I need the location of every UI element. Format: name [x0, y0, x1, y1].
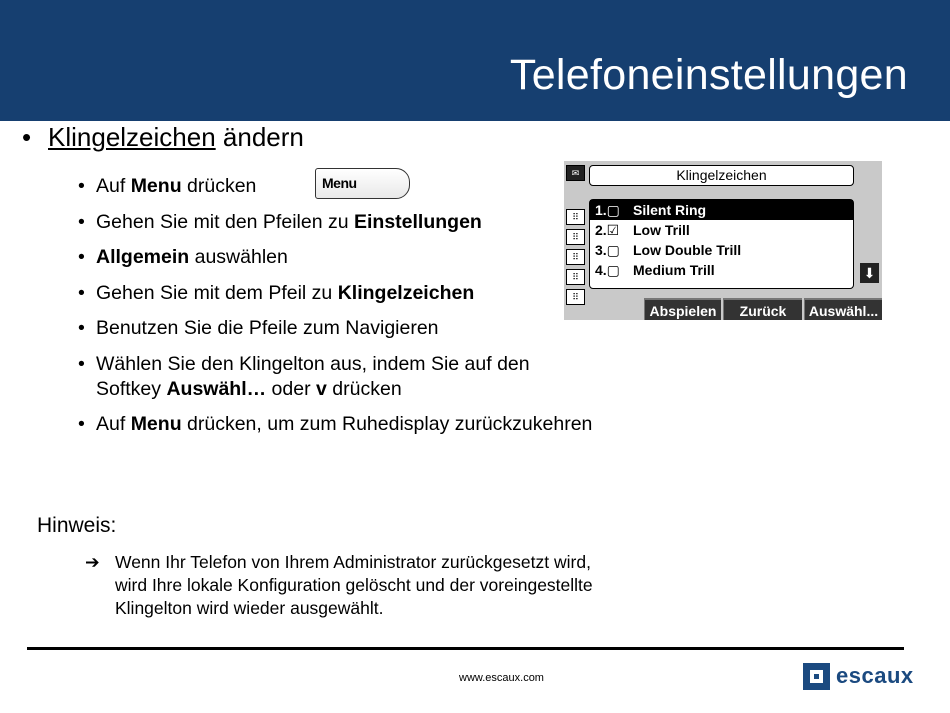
step-item: • Benutzen Sie die Pfeile zum Navigieren — [78, 316, 598, 341]
list-item: 3.▢ Low Double Trill — [595, 242, 742, 258]
down-arrow-icon: ⬇ — [860, 263, 879, 283]
keypad-icon: ⠿ — [566, 249, 585, 265]
list-item: 4.▢ Medium Trill — [595, 262, 715, 278]
main-bullet-underlined: Klingelzeichen — [48, 122, 216, 152]
arrow-right-icon: ➔ — [85, 552, 100, 572]
mail-icon: ✉ — [566, 165, 585, 181]
step-item: • Gehen Sie mit dem Pfeil zu Klingelzeichen — [78, 281, 598, 306]
ringtone-list — [589, 199, 854, 289]
step-item: • Wählen Sie den Klingelton aus, indem Sie auf den Softkey Auswähl… oder v drücken — [78, 352, 598, 402]
phone-screen-title: Klingelzeichen — [589, 165, 854, 186]
main-bullet — [22, 120, 304, 154]
footer-url: www.escaux.com — [459, 672, 544, 684]
softkey-play: Abspielen — [644, 298, 721, 320]
steps-list — [78, 174, 598, 448]
keypad-icon: ⠿ — [566, 229, 585, 245]
step-item: • Auf Menu drücken, um zum Ruhedisplay zurückzukehren — [78, 412, 598, 437]
softkey-select: Auswähl... — [804, 298, 882, 320]
keypad-icon: ⠿ — [566, 209, 585, 225]
step-item: • Auf Menu drücken — [78, 174, 598, 199]
footer-divider — [27, 647, 904, 650]
menu-key-image — [315, 168, 410, 199]
main-bullet-rest: ändern — [215, 122, 304, 152]
keypad-icon: ⠿ — [566, 289, 585, 305]
step-item: • Allgemein auswählen — [78, 245, 598, 270]
phone-screen-image — [564, 161, 882, 320]
softkey-back: Zurück — [723, 298, 802, 320]
note-text: Wenn Ihr Telefon von Ihrem Administrator zurückgesetzt wird, wird Ihre lokale Konfiguration gelöscht und der voreingestellte Klingelton wird wieder ausgewählt. — [115, 552, 593, 618]
list-item: 1.▢ Silent Ring — [590, 200, 853, 220]
list-item: 2.☑ Low Trill — [595, 222, 690, 238]
step-item: • Gehen Sie mit den Pfeilen zu Einstellungen — [78, 210, 598, 235]
logo-text: escaux — [836, 663, 914, 688]
keypad-icon: ⠿ — [566, 269, 585, 285]
note — [85, 551, 605, 620]
bullet-icon: • — [22, 122, 32, 152]
menu-key-label: Menu — [322, 175, 357, 191]
page-title: Telefoneinstellungen — [509, 51, 908, 99]
note-label: Hinweis: — [37, 514, 117, 537]
logo-mark-icon — [803, 663, 830, 690]
